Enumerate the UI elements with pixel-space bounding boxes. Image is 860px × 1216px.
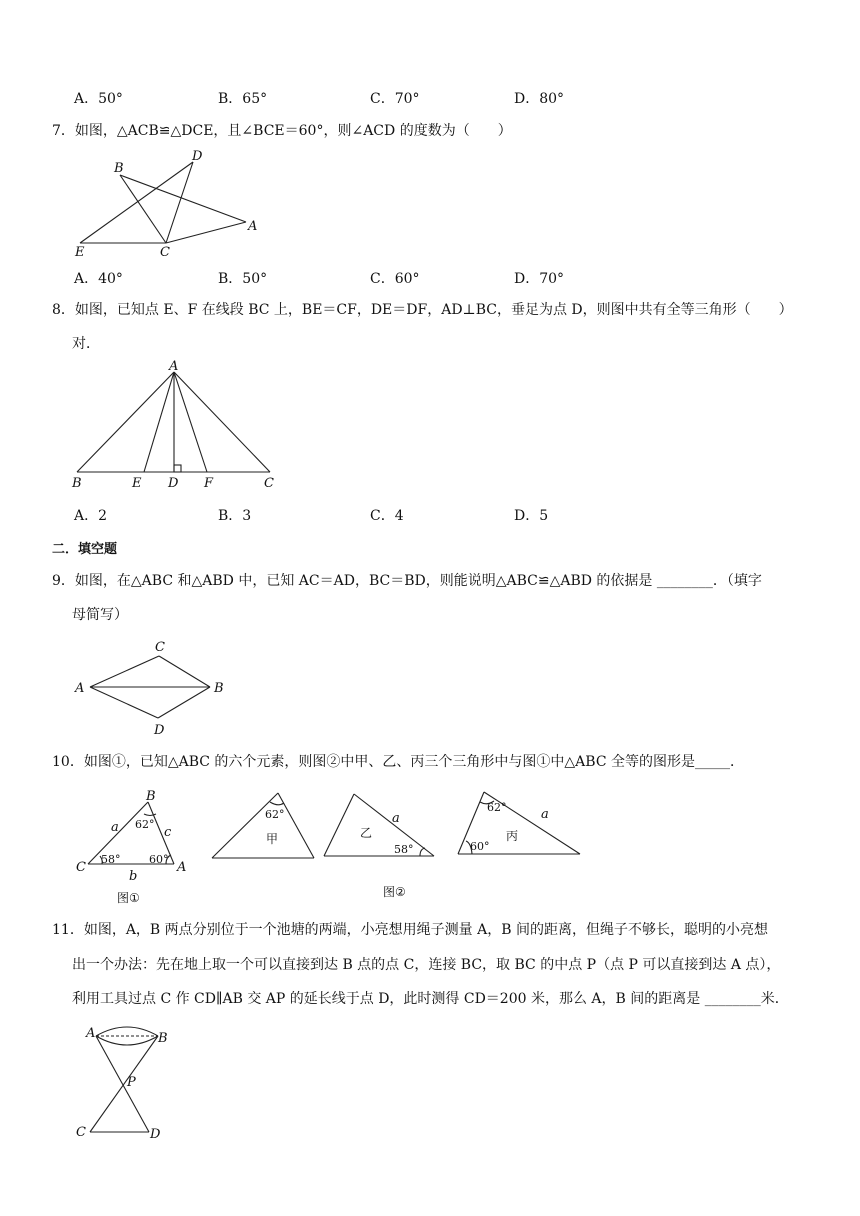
q6-option-d: D．80° [514,91,565,107]
q8-option-b: B．3 [218,508,252,524]
yi-side: a [392,811,400,826]
q7-label-a: A [248,219,258,234]
q8-option-c: C．4 [370,508,404,524]
fig1-side-c: c [164,825,172,840]
q10-figure-jia [208,788,320,864]
fig1-angle-b: 62° [135,818,155,831]
q9-label-a: A [75,681,85,696]
q11-label-d: D [150,1127,161,1142]
q10-figure-bing [454,786,586,862]
jia-angle: 62° [265,808,285,821]
q8-label-b: B [72,476,82,491]
q9-label-b: B [214,681,224,696]
q11-text-line3: 利用工具过点 C 作 CD∥AB 交 AP 的延长线于点 D，此时测得 CD＝200 米，那么 A，B 间的距离是 ________米． [72,991,789,1007]
fig2-caption: 图② [383,885,406,899]
q8-text-line1: 8．如图，已知点 E、F 在线段 BC 上，BE＝CF，DE＝DF，AD⊥BC，垂足为点 D，则图中共有全等三角形（ ） [52,302,793,318]
q9-text-line2: 母简写） [72,607,128,623]
q11-label-a: A [86,1026,96,1041]
jia-name: 甲 [266,832,279,846]
fig1-angle-a: 60° [149,853,169,866]
q7-option-b: B．50° [218,271,268,287]
bing-name: 丙 [506,829,519,843]
q7-label-d: D [192,149,203,164]
q8-option-d: D．5 [514,508,549,524]
fig1-label-b: B [146,789,156,804]
q6-option-b: B．65° [218,91,268,107]
bing-side: a [541,807,549,822]
yi-name: 乙 [360,826,373,840]
q8-label-a: A [169,359,179,374]
q7-label-c: C [160,245,170,260]
q8-label-d: D [168,476,179,491]
q7-option-d: D．70° [514,271,565,287]
q11-label-c: C [76,1125,86,1140]
q11-label-p: P [127,1075,136,1090]
q11-text-line1: 11．如图，A，B 两点分别位于一个池塘的两端，小亮想用绳子测量 A，B 间的距离，但绳子不够长，聪明的小亮想 [52,922,768,938]
q7-figure [70,148,270,260]
q9-label-c: C [155,640,165,655]
q8-option-a: A．2 [74,508,108,524]
yi-angle: 58° [394,843,414,856]
q6-option-a: A．50° [74,91,123,107]
fig1-side-a: a [111,820,119,835]
q9-label-d: D [154,723,165,738]
q8-figure [70,360,282,492]
q11-text-line2: 出一个办法：先在地上取一个可以直接到达 B 点的点 C，连接 BC，取 BC 的中点 P（点 P 可以直接到达 A 点）， [72,957,781,973]
fig1-side-b: b [129,869,138,884]
q10-figure-yi [320,790,442,864]
q7-option-a: A．40° [74,271,123,287]
q7-text: 7．如图，△ACB≌△DCE，且∠BCE＝60°，则∠ACD 的度数为（ ） [52,123,512,139]
q8-label-f: F [204,476,214,491]
q11-figure [72,1022,182,1144]
q7-label-e: E [75,245,85,260]
fig1-label-a: A [177,860,187,875]
q9-figure [72,636,232,740]
fig1-caption: 图① [117,891,140,905]
section-title: 二．填空题 [52,542,118,557]
q11-label-b: B [158,1031,168,1046]
q10-figure-1 [74,786,199,908]
fig1-angle-c: 58° [101,853,121,866]
q8-label-e: E [132,476,142,491]
q10-text: 10．如图①，已知△ABC 的六个元素，则图②中甲、乙、丙三个三角形中与图①中△ABC 全等的图形是_____． [52,754,744,770]
q9-text-line1: 9．如图，在△ABC 和△ABD 中，已知 AC＝AD，BC＝BD，则能说明△ABC≌△ABD 的依据是 ________．（填字 [52,573,762,589]
q7-option-c: C．60° [370,271,420,287]
fig1-label-c: C [76,860,86,875]
bing-angle-bottom: 60° [470,840,490,853]
bing-angle-top: 62° [487,801,507,814]
q7-label-b: B [114,161,124,176]
q8-label-c: C [264,476,274,491]
q8-text-line2: 对． [72,336,100,352]
q6-option-c: C．70° [370,91,420,107]
